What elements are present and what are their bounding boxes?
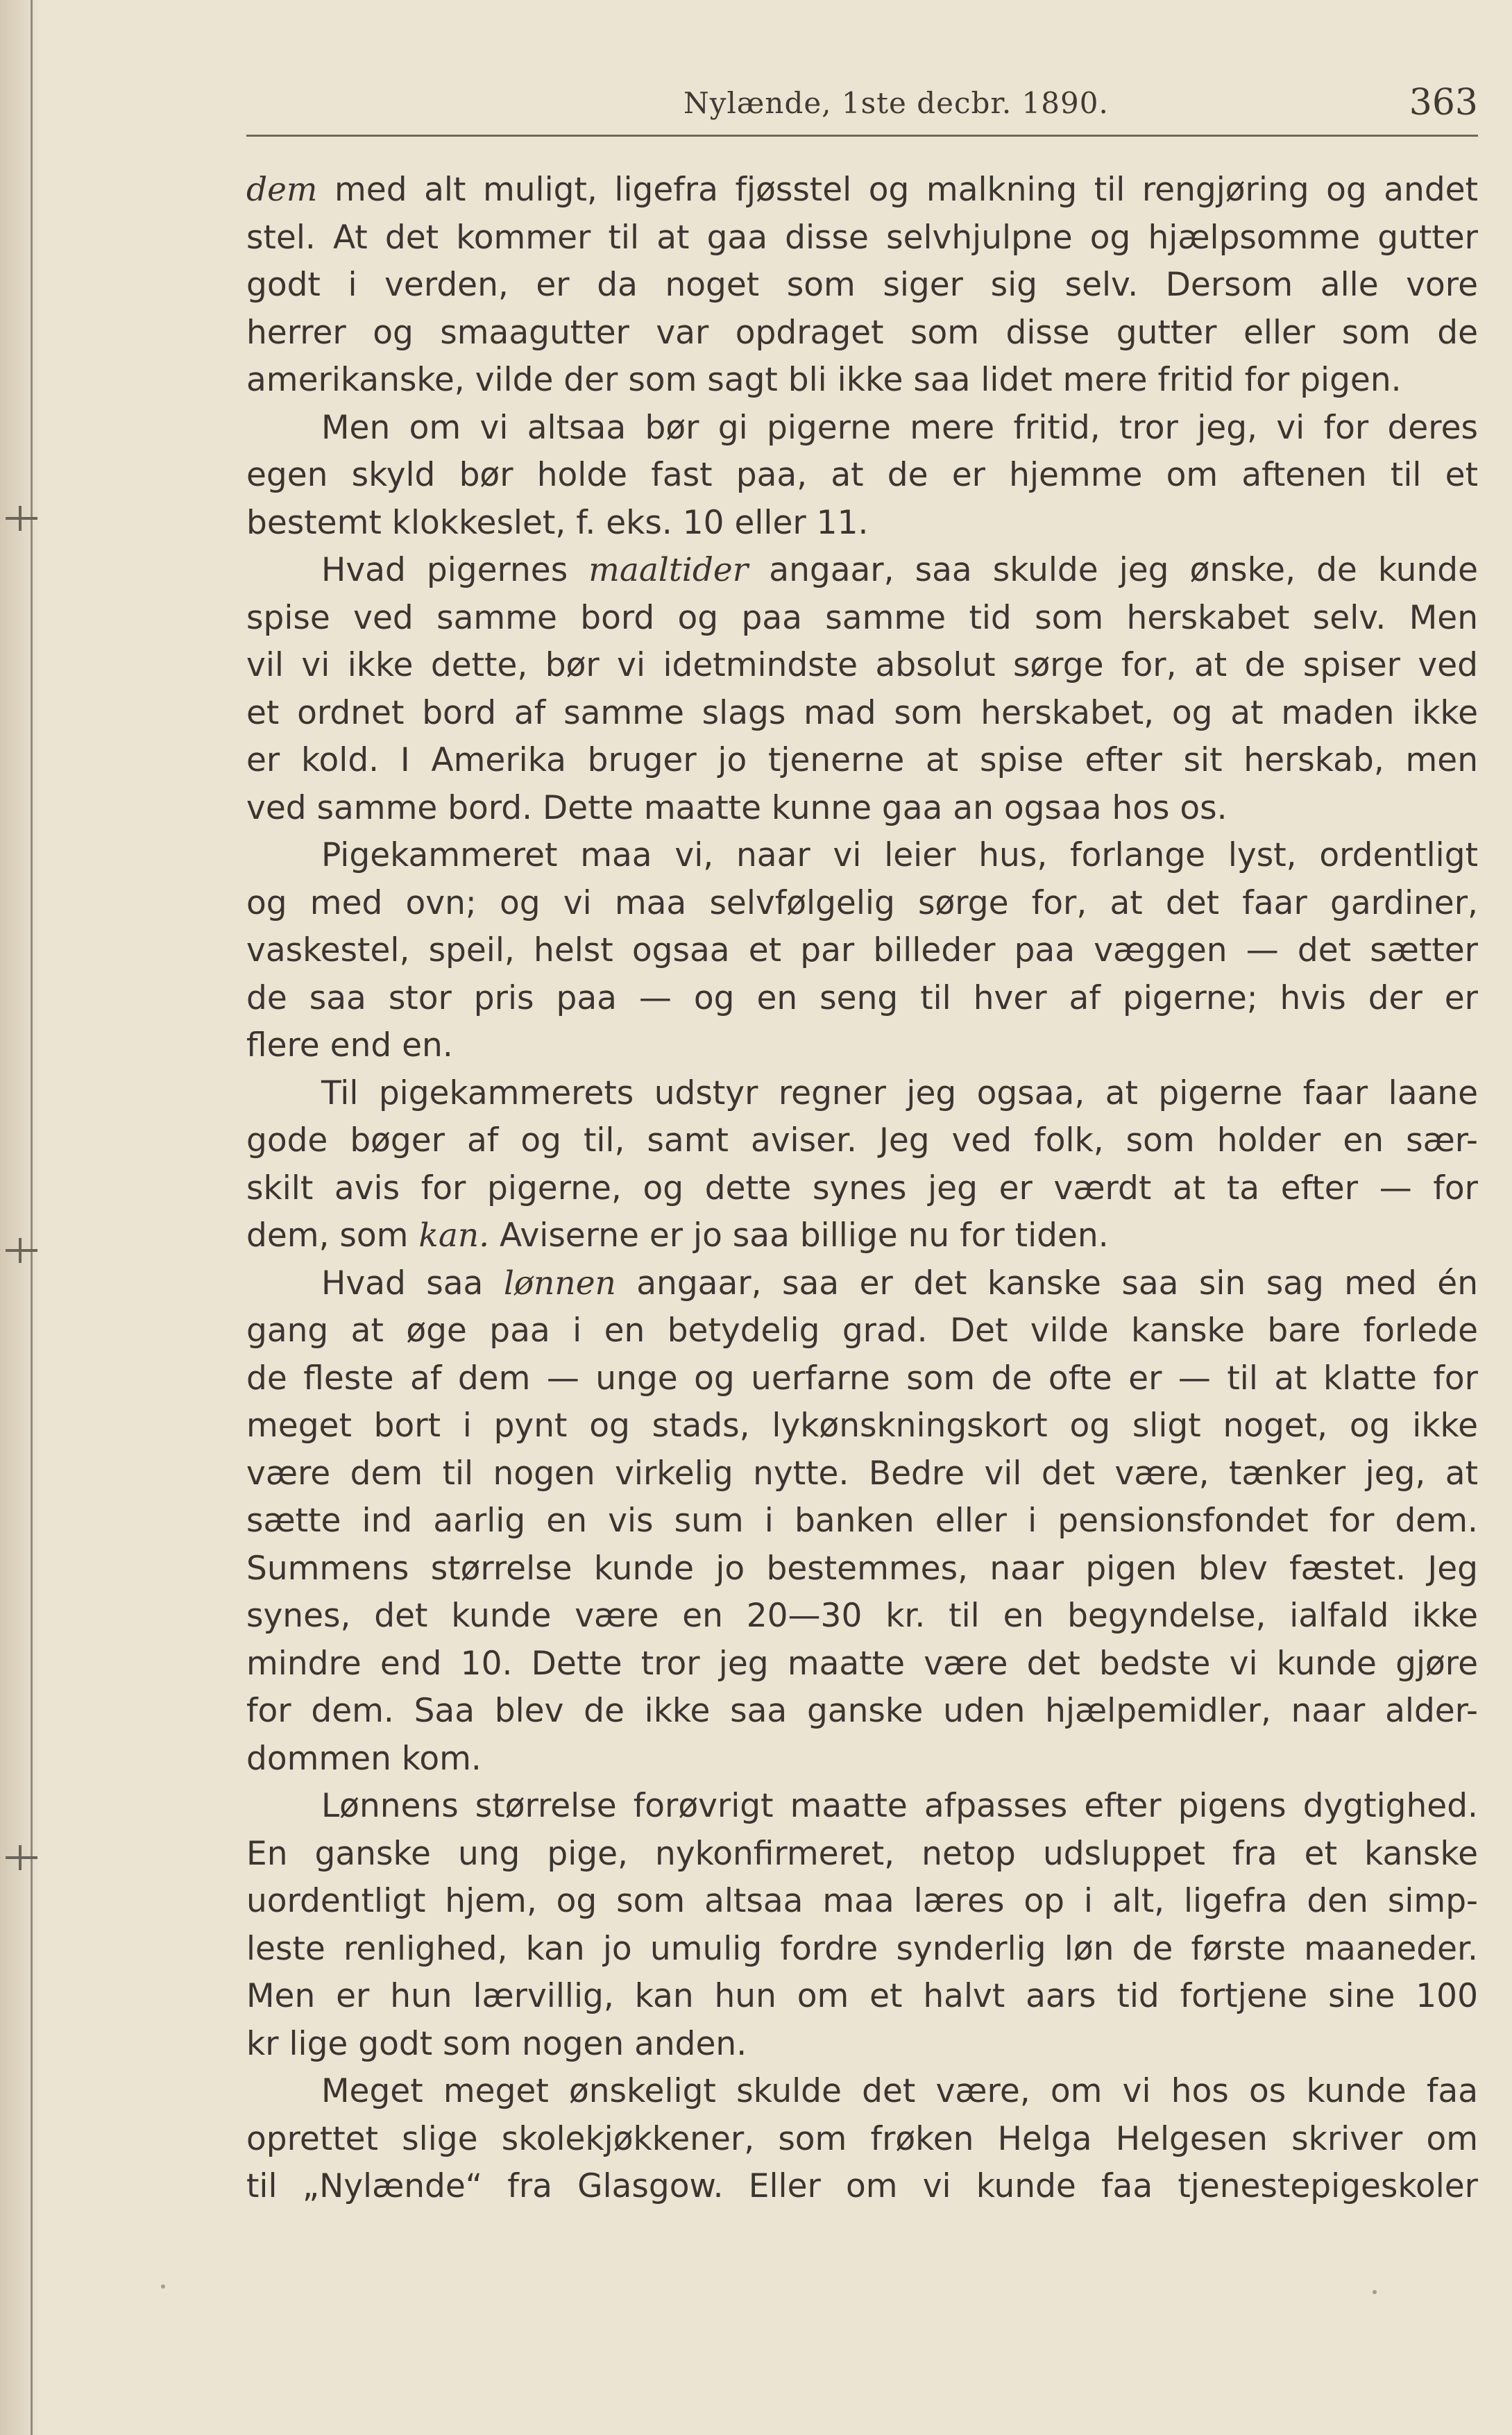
- page-number: 363: [1409, 82, 1478, 124]
- text-line: de fleste af dem — unge og uerfarne som de ofte er — til at klatte for: [246, 1359, 1478, 1398]
- text-line: synes, det kunde være en 20—30 kr. til en begyndelse, ialfald ikke: [246, 1597, 1478, 1635]
- text-line: Summens størrelse kunde jo bestemmes, naar pigen blev fæstet. Jeg: [246, 1549, 1478, 1588]
- paper-speck: [1373, 2290, 1377, 2294]
- text-line: meget bort i pynt og stads, lykønskningskort og sligt noget, og ikke: [246, 1407, 1478, 1445]
- text-line: dommen kom.: [246, 1739, 482, 1778]
- text-line: for dem. Saa blev de ikke saa ganske uden hjælpemidler, naar alder-: [246, 1692, 1478, 1730]
- text-line: dem, som kan. Aviserne er jo saa billige nu for tiden.: [246, 1216, 1109, 1255]
- text-line: vaskestel, speil, helst ogsaa et par billeder paa væggen — det sætter: [246, 931, 1478, 969]
- binding-stitch-mark: [6, 517, 37, 520]
- paper-speck: [161, 2284, 165, 2289]
- text-line: leste renlighed, kan jo umulig fordre synderlig løn de første maaneder.: [246, 1929, 1478, 1968]
- emphasis: dem: [246, 171, 318, 209]
- page-header: [246, 82, 1478, 136]
- paragraph-start-line: Pigekammeret maa vi, naar vi leier hus, forlange lyst, ordentligt: [321, 836, 1478, 874]
- text-line: uordentligt hjem, og som altsaa maa læres op i alt, ligefra den simp-: [246, 1882, 1478, 1920]
- text-line: de saa stor pris paa — og en seng til hver af pigerne; hvis der er: [246, 978, 1478, 1017]
- header-rule: [246, 135, 1478, 137]
- text-line: kr lige godt som nogen anden.: [246, 2024, 747, 2063]
- text-line: mindre end 10. Dette tror jeg maatte være det bedste vi kunde gjøre: [246, 1644, 1478, 1683]
- text-line: amerikanske, vilde der som sagt bli ikke saa lidet mere fritid for pigen.: [246, 361, 1402, 399]
- emphasis: lønnen: [503, 1264, 616, 1303]
- paragraph-start-line: Men om vi altsaa bør gi pigerne mere fritid, tror jeg, vi for deres: [321, 408, 1478, 447]
- text-line: vil vi ikke dette, bør vi idetmindste absolut sørge for, at de spiser ved: [246, 646, 1478, 684]
- text-line: sætte ind aarlig en vis sum i banken eller i pensionsfondet for dem.: [246, 1502, 1478, 1540]
- text-line: er kold. I Amerika bruger jo tjenerne at spise efter sit herskab, men: [246, 741, 1478, 779]
- paragraph-start-line: Hvad saa lønnen angaar, saa er det kanske saa sin sag med én: [321, 1264, 1478, 1303]
- binding-stitch-mark: [6, 1856, 37, 1859]
- text-line: ved samme bord. Dette maatte kunne gaa an ogsaa hos os.: [246, 788, 1228, 827]
- emphasis: maaltider: [588, 551, 749, 589]
- text-line: godt i verden, er da noget som siger sig selv. Dersom alle vore: [246, 266, 1478, 304]
- article-body: [246, 167, 1478, 2211]
- text-line: skilt avis for pigerne, og dette synes jeg er værdt at ta efter — for: [246, 1169, 1478, 1207]
- paragraph-start-line: Hvad pigernes maaltider angaar, saa skulde jeg ønske, de kunde: [321, 551, 1478, 589]
- paragraph-start-line: Til pigekammerets udstyr regner jeg ogsaa, at pigerne faar laane: [321, 1074, 1478, 1112]
- binding-stitch-mark: [6, 1249, 37, 1252]
- emphasis: kan.: [418, 1216, 490, 1255]
- text-line: herrer og smaagutter var opdraget som disse gutter eller som de: [246, 313, 1478, 352]
- binding-thread-line: [31, 0, 33, 2435]
- text-line: Men er hun lærvillig, kan hun om et halvt aars tid fortjene sine 100: [246, 1977, 1478, 2015]
- text-line: spise ved samme bord og paa samme tid som herskabet selv. Men: [246, 598, 1478, 637]
- text-line: være dem til nogen virkelig nytte. Bedre vil det være, tænker jeg, at: [246, 1454, 1478, 1493]
- text-line: En ganske ung pige, nykonfirmeret, netop udsluppet fra et kanske: [246, 1834, 1478, 1873]
- page-binding-edge: [0, 0, 42, 2435]
- text-line: egen skyld bør holde fast paa, at de er hjemme om aftenen til et: [246, 456, 1478, 494]
- text-line: og med ovn; og vi maa selvfølgelig sørge for, at det faar gardiner,: [246, 883, 1478, 922]
- text-line: dem med alt muligt, ligefra fjøsstel og malkning til rengjøring og andet: [246, 171, 1478, 209]
- text-line: stel. At det kommer til at gaa disse selvhjulpne og hjælpsomme gutter: [246, 218, 1478, 257]
- paragraph-start-line: Lønnens størrelse forøvrigt maatte afpasses efter pigens dygtighed.: [321, 1787, 1478, 1825]
- text-line: oprettet slige skolekjøkkener, som frøken Helga Helgesen skriver om: [246, 2119, 1478, 2158]
- text-line: gode bøger af og til, samt aviser. Jeg ved folk, som holder en sær-: [246, 1121, 1478, 1160]
- text-line: flere end en.: [246, 1026, 453, 1064]
- text-line: gang at øge paa i en betydelig grad. Det vilde kanske bare forlede: [246, 1312, 1478, 1350]
- text-line: til „Nylænde“ fra Glasgow. Eller om vi kunde faa tjenestepigeskoler: [246, 2167, 1478, 2205]
- running-title: Nylænde, 1ste decbr. 1890.: [683, 86, 1109, 120]
- text-line: bestemt klokkeslet, f. eks. 10 eller 11.: [246, 503, 869, 542]
- paragraph-start-line: Meget meget ønskeligt skulde det være, om vi hos os kunde faa: [321, 2072, 1478, 2110]
- text-line: et ordnet bord af samme slags mad som herskabet, og at maden ikke: [246, 693, 1478, 732]
